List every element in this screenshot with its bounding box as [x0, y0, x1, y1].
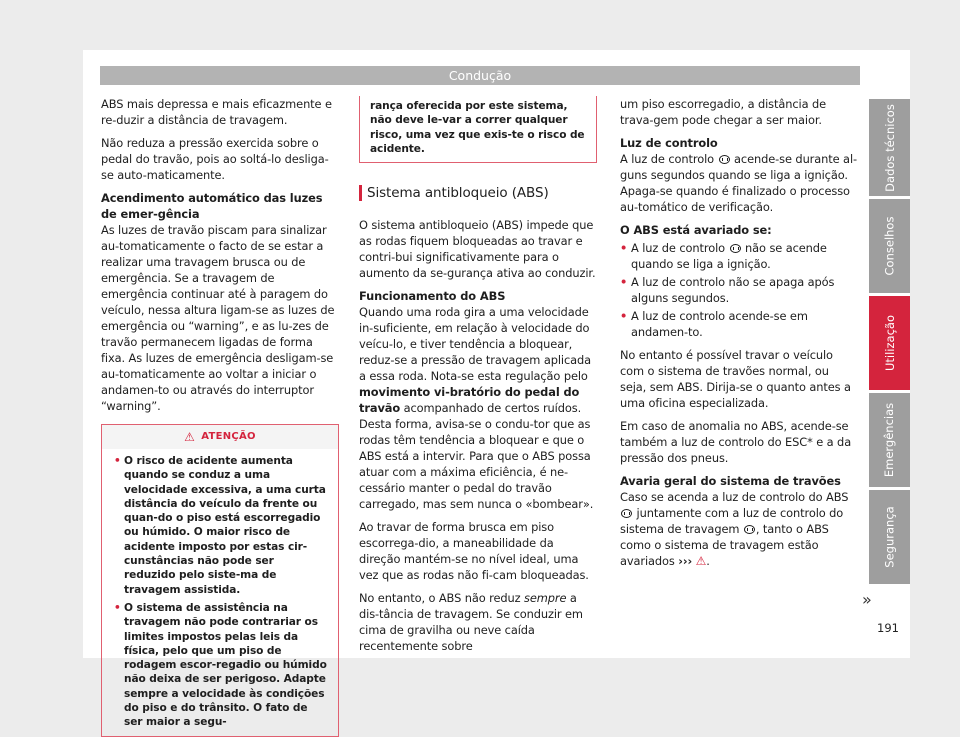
bullet-icon: •: [114, 455, 121, 467]
tab-emergencias[interactable]: Emergências: [869, 393, 910, 487]
list-item: • A luz de controlo não se acende quando se liga a ignição.: [620, 241, 827, 271]
warning-box-continued: rança oferecida por este sistema, não deve le-var a correr qualquer risco, uma vez que exis-te o risco de acidente.: [359, 96, 597, 163]
warning-item: • O risco de acidente aumenta quando se conduz a uma velocidade excessiva, a uma curta distância do veículo da frente ou quan-do o piso está escorregadio ou húmido. O maior risco de acidente imposto por estas cir-cunstâncias não pode ser reduzido pelo siste-ma de travagem assistida.: [114, 455, 326, 596]
page-number: 191: [877, 621, 899, 635]
tab-seguranca[interactable]: Segurança: [869, 490, 910, 584]
subheading-brake-failure: Avaria geral do sistema de travões: [620, 474, 841, 488]
paragraph: A luz de controlo acende-se durante al-guns segundos quando se liga a ignição. Apaga-se quando é finalizado o processo au-tomático de verificação.: [620, 152, 858, 214]
column-2: [359, 96, 597, 661]
subheading-abs-function: Funcionamento do ABS: [359, 289, 506, 304]
next-page-arrow[interactable]: »: [862, 590, 872, 609]
subheading-abs-fault: O ABS está avariado se:: [620, 223, 772, 237]
tab-utilizacao[interactable]: Utilização: [869, 296, 910, 390]
warning-triangle-icon: ⚠: [184, 430, 196, 444]
column-1: [101, 96, 339, 737]
paragraph: O sistema antibloqueio (ABS) impede que as rodas fiquem bloqueadas ao travar e contri-bui significativamente para o aumento da se-gurança ativa ao conduzir.: [359, 218, 596, 281]
paragraph: ABS mais depressa e mais eficazmente e re-duzir a distância de travagem.: [101, 97, 332, 127]
brake-warning-light-icon: [744, 525, 755, 534]
subheading-emergency-lights: Acendimento automático das luzes de emer-gência: [101, 191, 323, 221]
paragraph: um piso escorregadio, a distância de trava-gem pode chegar a ser maior.: [620, 97, 827, 127]
paragraph: Ao travar de forma brusca em piso escorrega-dio, a maneabilidade da direção mantém-se no nível ideal, uma vez que as rodas não fi-cam bloqueadas.: [359, 520, 589, 583]
paragraph: Caso se acenda a luz de controlo do ABS juntamente com a luz de controlo do sistema de travagem , tanto o ABS como o sistema de travagem estão avariados ››› ⚠.: [620, 490, 849, 568]
page-header: Condução: [100, 66, 860, 85]
cross-reference-arrow: ›››: [678, 554, 693, 568]
abs-warning-light-icon: [621, 509, 632, 518]
warning-label: ATENÇÃO: [201, 431, 256, 442]
abs-warning-light-icon: [730, 244, 741, 253]
paragraph: Quando uma roda gira a uma velocidade in-suficiente, em relação à velocidade do veícu-lo, e tiver tendência a bloquear, reduz-se a pressão de travagem aplicada a essa roda. Nota-se esta regulação pelo movimento vi-bratório do pedal do travão acompanhado de certos ruídos. Desta forma, avisa-se o condu-tor que as rodas têm tendência a bloquear e que o ABS está a intervir. Para que o ABS possa atuar com a máxima eficiência, é ne-cessário manter o pedal do travão carregado, mas sem nunca o «bombear».: [359, 305, 594, 512]
warning-header: [102, 425, 338, 449]
paragraph: No entanto é possível travar o veículo com o sistema de travões normal, ou seja, sem ABS. Dirija-se o quanto antes a uma oficina especializada.: [620, 348, 851, 410]
list-item: • A luz de controlo não se apaga após alguns segundos.: [620, 275, 835, 305]
paragraph: Em caso de anomalia no ABS, acende-se também a luz de controlo do ESC* e a da pressão dos pneus.: [620, 419, 852, 465]
bullet-icon: •: [114, 601, 121, 614]
bullet-icon: •: [620, 309, 628, 323]
warning-item: • O sistema de assistência na travagem não pode contrariar os limites impostos pelas leis da física, pelo que um piso de rodagem escor-regadio ou húmido não deixa de ser perigoso. Adapte sempre a velocidade às condições do piso e do trânsito. O fato de ser maior a segu-: [114, 601, 327, 729]
list-item: • A luz de controlo acende-se em andamen-to.: [620, 309, 808, 339]
column-3: [620, 96, 858, 576]
warning-body: [102, 449, 338, 736]
paragraph: No entanto, o ABS não reduz sempre a dis-tância de travagem. Se conduzir em cima de gravilha ou neve caída recentemente sobre: [359, 591, 583, 654]
subheading-control-light: Luz de controlo: [620, 136, 718, 150]
abs-warning-light-icon: [719, 155, 730, 164]
bullet-icon: •: [620, 241, 628, 255]
tab-conselhos[interactable]: Conselhos: [869, 199, 910, 293]
bullet-icon: •: [620, 275, 628, 289]
warning-triangle-icon: ⚠: [695, 554, 707, 568]
warning-box: [101, 424, 339, 737]
paragraph: As luzes de travão piscam para sinalizar au-tomaticamente o facto de se estar a realizar uma travagem brusca ou de emergência. Se a travagem de emergência continuar até à paragem do veículo, nessa altura ligam-se as luzes de emergência ou “warning”, e as lu-zes de travão permanecem ligadas de forma fixa. As luzes de emergência desligam-se au-tomaticamente ao voltar a iniciar o andamen-to ou através do interruptor “warning”.: [101, 223, 335, 413]
section-title-abs: Sistema antibloqueio (ABS): [367, 185, 597, 201]
paragraph: Não reduza a pressão exercida sobre o pedal do travão, pois ao soltá-lo desliga-se auto-maticamente.: [101, 136, 329, 182]
tab-dados-tecnicos[interactable]: Dados técnicos: [869, 99, 910, 196]
